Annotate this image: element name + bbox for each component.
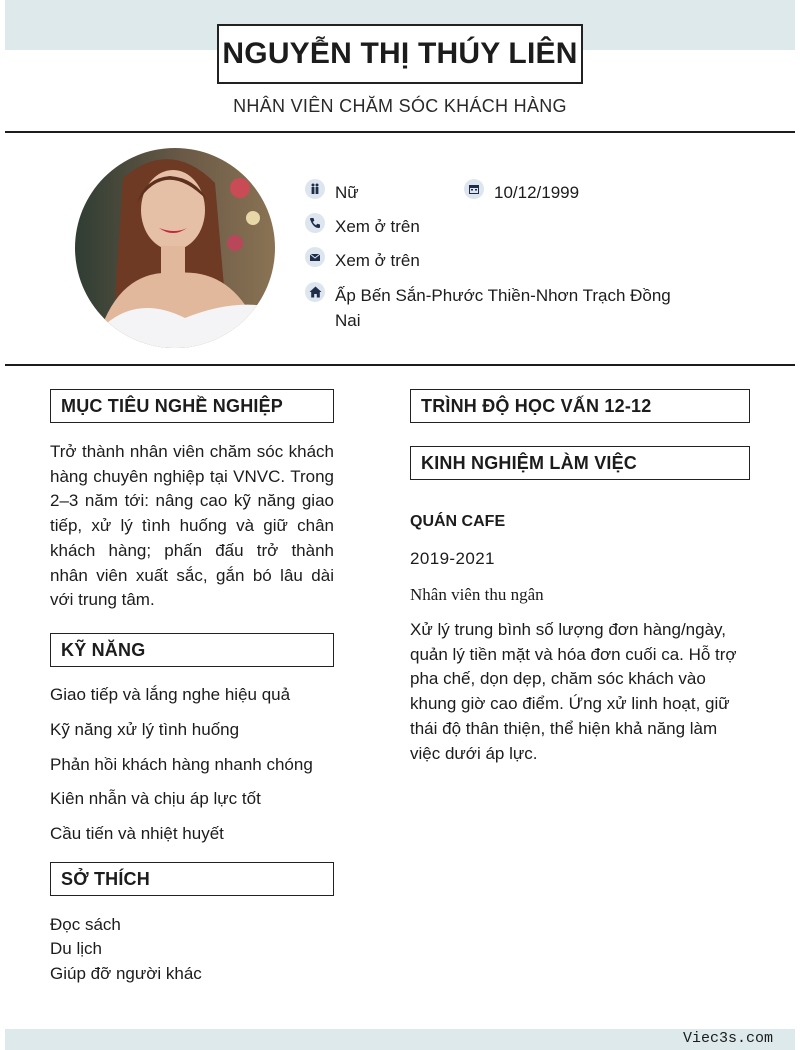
email-value: Xem ở trên <box>335 251 420 270</box>
experience-description: Xử lý trung bình số lượng đơn hàng/ngày, quản lý tiền mặt và hóa đơn cuối ca. Hỗ trợ pha chế, dọn dẹp, chăm sóc khách vào khung giờ cao điểm. Ứng xử linh hoạt, giữ thái độ thân thiện, thể hiện khả năng làm việc dưới áp lực. <box>410 620 737 763</box>
skill-item: Giao tiếp và lắng nghe hiệu quả <box>50 685 291 704</box>
calendar-icon <box>464 179 484 199</box>
hobby-item: Đọc sách <box>50 915 121 934</box>
footer-band <box>5 1029 795 1050</box>
phone-icon <box>305 213 325 233</box>
skills-heading: KỸ NĂNG <box>61 639 146 660</box>
home-icon <box>305 282 325 302</box>
experience-heading-box <box>410 446 750 480</box>
objective-heading: MỤC TIÊU NGHỀ NGHIỆP <box>61 395 284 416</box>
skill-item: Kiên nhẫn và chịu áp lực tốt <box>50 789 261 808</box>
gender-value: Nữ <box>335 183 359 202</box>
objective-text: Trở thành nhân viên chăm sóc khách hàng chuyên nghiệp tại VNVC. Trong 2–3 năm tới: nâng cao kỹ năng giao tiếp, xử lý tình huống và giữ chân khách hàng; phấn đấu trở thành nhân viên xuất sắc, gắn bó lâu dài với trung tâm. <box>50 442 334 610</box>
company-name: QUÁN CAFE <box>410 513 506 530</box>
address-value: Ấp Bến Sắn-Phước Thiền-Nhơn Trạch Đồng Nai <box>335 286 671 330</box>
avatar <box>75 148 275 348</box>
skill-item: Cầu tiến và nhiệt huyết <box>50 824 224 843</box>
phone-row <box>305 214 420 239</box>
hobby-item: Du lịch <box>50 939 102 958</box>
skill-item: Kỹ năng xử lý tình huống <box>50 720 240 739</box>
email-row <box>305 248 420 273</box>
footer-brand: Viec3s.com <box>682 1030 773 1047</box>
birthdate-row <box>464 180 579 205</box>
address-row <box>305 283 675 333</box>
education-heading-box <box>410 389 750 423</box>
profile-divider <box>5 364 795 366</box>
hobby-item: Giúp đỡ người khác <box>50 964 202 983</box>
experience-heading: KINH NGHIỆM LÀM VIỆC <box>421 452 638 473</box>
education-heading: TRÌNH ĐỘ HỌC VẤN 12-12 <box>421 395 652 416</box>
job-role: Nhân viên thu ngân <box>410 585 544 604</box>
skill-item: Phản hồi khách hàng nhanh chóng <box>50 755 313 774</box>
birthdate-value: 10/12/1999 <box>494 183 580 202</box>
gender-icon <box>305 179 325 199</box>
header-divider <box>5 131 795 133</box>
job-title: NHÂN VIÊN CHĂM SÓC KHÁCH HÀNG <box>233 96 567 116</box>
skills-heading-box <box>50 633 334 667</box>
hobbies-heading: SỞ THÍCH <box>61 868 150 889</box>
objective-heading-box <box>50 389 334 423</box>
phone-value: Xem ở trên <box>335 217 420 236</box>
gender-row <box>305 180 359 205</box>
candidate-name: NGUYỄN THỊ THÚY LIÊN <box>222 37 578 70</box>
name-box <box>217 24 583 84</box>
hobbies-heading-box <box>50 862 334 896</box>
work-period: 2019-2021 <box>410 549 495 568</box>
envelope-icon <box>305 247 325 267</box>
